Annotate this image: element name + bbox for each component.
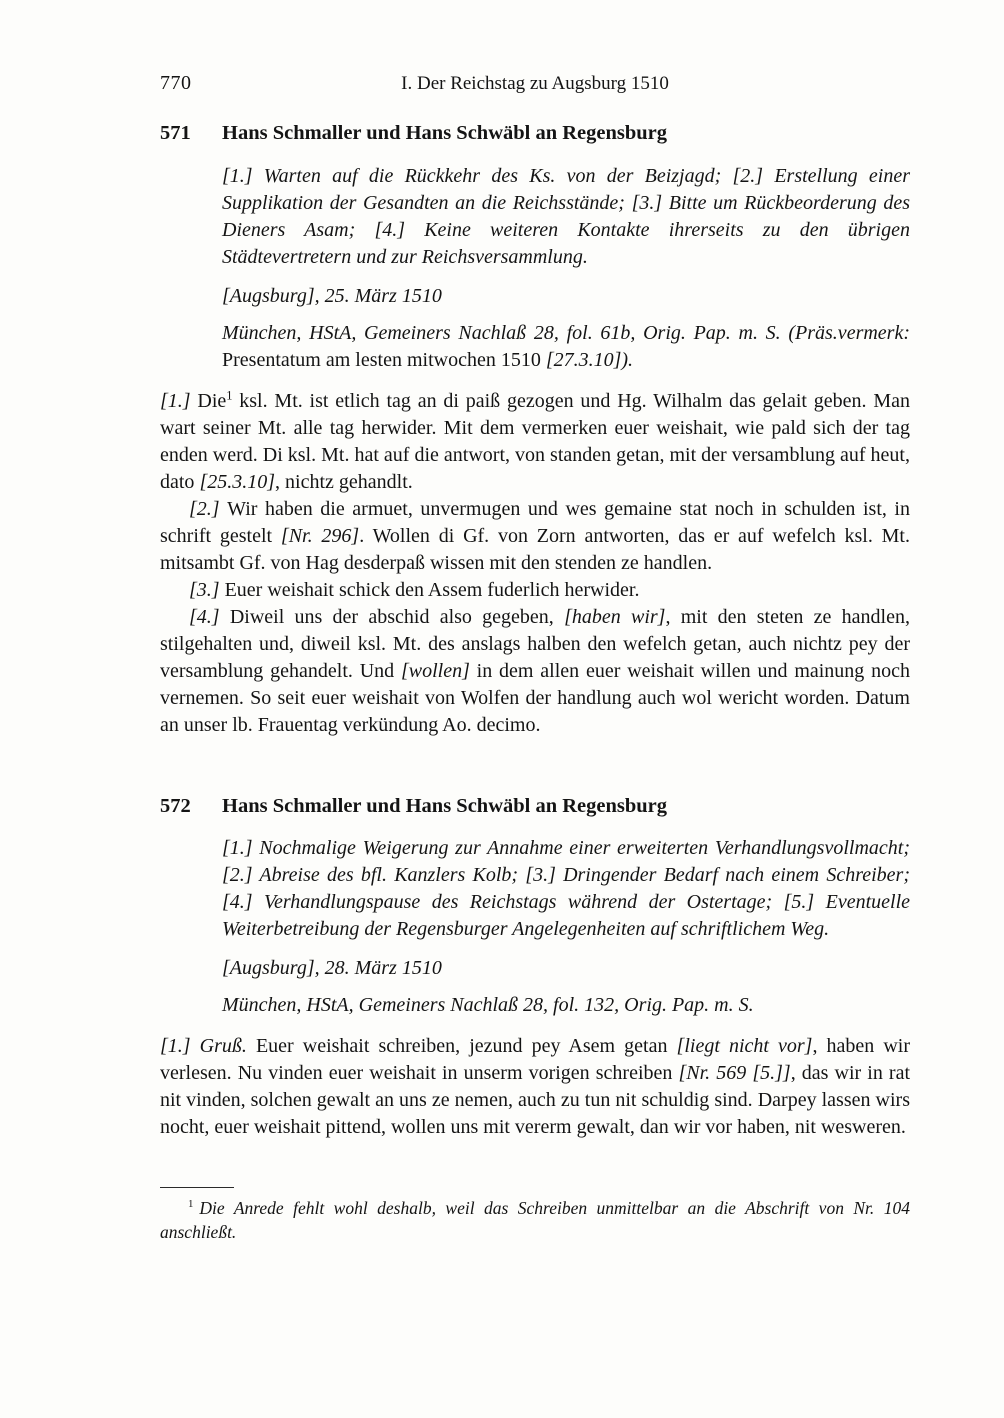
footnote-text: $^1$ Die Anrede fehlt wohl deshalb, weil das Schreiben unmittelbar an die Abschrift von Nr. 104 anschließt. <box>160 1198 910 1243</box>
running-head: I. Der Reichstag zu Augsburg 1510 <box>401 73 669 94</box>
entry-body <box>160 1033 910 1141</box>
entry-body <box>160 388 910 739</box>
entry-headmatter <box>222 163 910 374</box>
running-header <box>160 70 910 98</box>
entry-571 <box>160 120 910 739</box>
regest: [1.] Nochmalige Weigerung zur Annahme einer erweiterten Verhandlungsvollmacht; [2.] Abreise des bfl. Kanzlers Kolb; [3.] Dringender Bedarf nach einem Schreiber; [4.] Verhandlungspause des Reichstags während der Ostertage; [5.] Eventuelle Weiterbetreibung der Regensburger Angelegenheiten auf schriftlichem Weg. <box>222 837 910 941</box>
entry-heading <box>160 120 910 147</box>
entry-title: Hans Schmaller und Hans Schwäbl an Regensburg <box>222 794 668 817</box>
footnote-rule <box>160 1187 234 1188</box>
entry-572 <box>160 793 910 1142</box>
footnotes-section <box>160 1187 910 1244</box>
dateline: [Augsburg], 25. März 1510 <box>222 284 442 307</box>
page-number: 770 <box>160 72 192 94</box>
entry-heading <box>160 793 910 820</box>
body-paragraph: [2.] Wir haben die armuet, unvermugen und wes gemaine stat noch in schulden ist, in schrift gestelt [Nr. 296]. Wollen di Gf. von Zorn antworten, das er auf wefelch ksl. Mt. mitsambt Gf. von Hag desderpaß wissen mit den stenden ze handlen. <box>160 497 910 574</box>
dateline: [Augsburg], 28. März 1510 <box>222 957 442 980</box>
entry-title: Hans Schmaller und Hans Schwäbl an Regensburg <box>222 122 668 144</box>
body-paragraph: [1.] Die$^1$ ksl. Mt. ist etlich tag an di paiß gezogen und Hg. Wilhalm das gelait geben. Man wart seiner Mt. alle tag herwider. Mit dem vermerken euer weishait, wie pald sich der tag enden werd. Di ksl. Mt. hat auf die antwort, von standen getan, mit der versamblung auf heut, dato [25.3.10], nichtz gehandlt. <box>160 387 910 493</box>
entry-headmatter <box>222 835 910 1019</box>
entry-number: 571 <box>160 122 191 144</box>
body-paragraph: [1.] Gruß. Euer weishait schreiben, jezund pey Asem getan [liegt nicht vor], haben wir verlesen. Nu vinden euer weishait in unserm vorigen schreiben [Nr. 569 [5.]], das wir in rat nit vinden, solchen gewalt an uns ze nemen, auch zu tun nit schuldig sind. Darpey lassen wirs nocht, euer weishait pittend, wollen uns mit vererm gewalt, dan wir vor haben, nit wesweren. <box>160 1035 911 1139</box>
body-paragraph: [3.] Euer weishait schick den Assem fuderlich herwider. <box>189 578 640 601</box>
source-line: München, HStA, Gemeiners Nachlaß 28, fol. 61b, Orig. Pap. m. S. (Präs.vermerk: Presentatum am lesten mitwochen 1510 [27.3.10]). <box>222 321 910 371</box>
entry-number: 572 <box>160 794 191 817</box>
source-line: München, HStA, Gemeiners Nachlaß 28, fol. 132, Orig. Pap. m. S. <box>222 994 754 1017</box>
regest: [1.] Warten auf die Rückkehr des Ks. von der Beizjagd; [2.] Erstellung einer Supplikation der Gesandten an die Reichsstände; [3.] Bitte um Rückbeorderung des Dieners Asam; [4.] Keine weiteren Kontakte ihrerseits zu den übrigen Städtevertretern und zur Reichsversammlung. <box>222 164 910 268</box>
body-paragraph: [4.] Diweil uns der abschid also gegeben, [haben wir], mit den steten ze handlen, stilgehalten und, diweil ksl. Mt. des anslags halben den wefelch getan, auch nichtz pey der versamblung gehandelt. Und [wollen] in dem allen euer weishait willen und mainung noch vernemen. So seit euer weishait von Wolfen der handlung auch wol wericht worden. Datum an unser lb. Frauentag verkündung Ao. decimo. <box>160 605 910 736</box>
